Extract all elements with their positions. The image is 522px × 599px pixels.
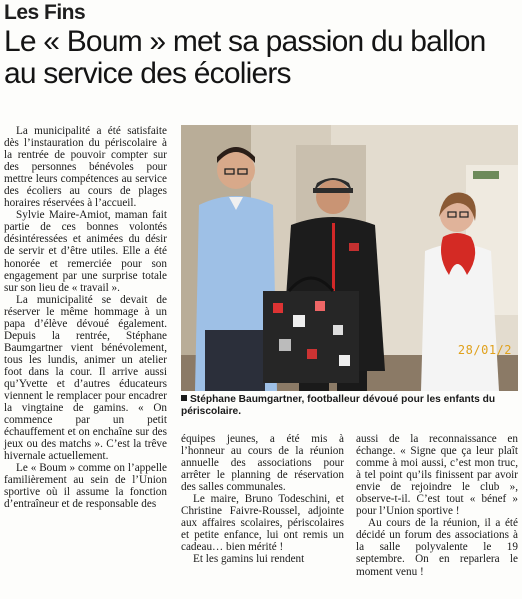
caption-text: Stéphane Baumgartner, footballeur dévoué pour les enfants du périscolaire.: [181, 394, 496, 417]
paragraph: La municipalité se devait de réserver le même hommage à un papa d’élève dévoué également. Depuis la rentrée, Stéphane Baumgartner vient bénévolement, tous les lundis, animer un atelier foot dans la cour. Il arrive aussi qu’Yvette et d’autres éducateurs viennent le remplacer pour encadrer la vingtaine de gamins. « On commence par un petit échauffement et on enchaîne sur des jeux ou des matchs ». C’est la trêve hivernale actuellement.: [4, 293, 167, 463]
photo-caption: [181, 394, 518, 418]
paragraph: Le maire, Bruno Todeschini, et Christine Faivre-Roussel, adjointe aux affaires scolaires, périscolaires et petite enfance, lui ont remis un cadeau… bien mérité !: [181, 493, 344, 554]
article-headline: Le « Boum » met sa passion du ballon au service des écoliers: [4, 25, 486, 90]
paragraph: Et les gamins lui rendent: [193, 553, 305, 566]
photo-date-stamp: 28/01/2: [457, 343, 512, 357]
paragraph: Le « Boum » comme on l’appelle familièrement au sein de l’Union sportive où il assume la fonction d’entraîneur et de responsable des: [4, 462, 167, 511]
paragraph: aussi de la reconnaissance en échange. « Signe que ça leur plaît comme à moi aussi, c’est mon truc, à tel point qu’ils finissent par avoir envie de rejoindre le club », observe-t-il. C’est tout « bénef » pour l’Union sportive !: [356, 433, 518, 518]
article-column-2: [181, 433, 344, 566]
section-kicker: Les Fins: [4, 1, 86, 24]
paragraph: Au cours de la réunion, il a été décidé un forum des associations à la salle polyvalente le 19 septembre. On en reparlera le moment venu !: [356, 517, 518, 578]
caption-bullet: [181, 395, 187, 401]
article-photo: [181, 125, 518, 391]
paragraph: La municipalité a été satisfaite dès l’instauration du périscolaire à la rentrée de pouvoir compter sur des personnes bénévoles pour mettre leurs compétences au service des écoliers au cours de plages horaires réservées à l’accueil.: [4, 125, 167, 210]
paragraph: Sylvie Maire-Amiot, maman fait partie de ces bonnes volontés désintéressées et animées du désir de servir et d’être utiles. Elle a été honorée et remerciée pour son engagement par une surprise totale sur son lieu de « travail ».: [4, 209, 167, 294]
article-column-1: [4, 125, 167, 511]
article-column-3: [356, 433, 518, 578]
paragraph: équipes jeunes, a été mis à l’honneur au cours de la réunion annuelle des associations pour arrêter le planning de réservation des salles communales.: [181, 433, 344, 494]
